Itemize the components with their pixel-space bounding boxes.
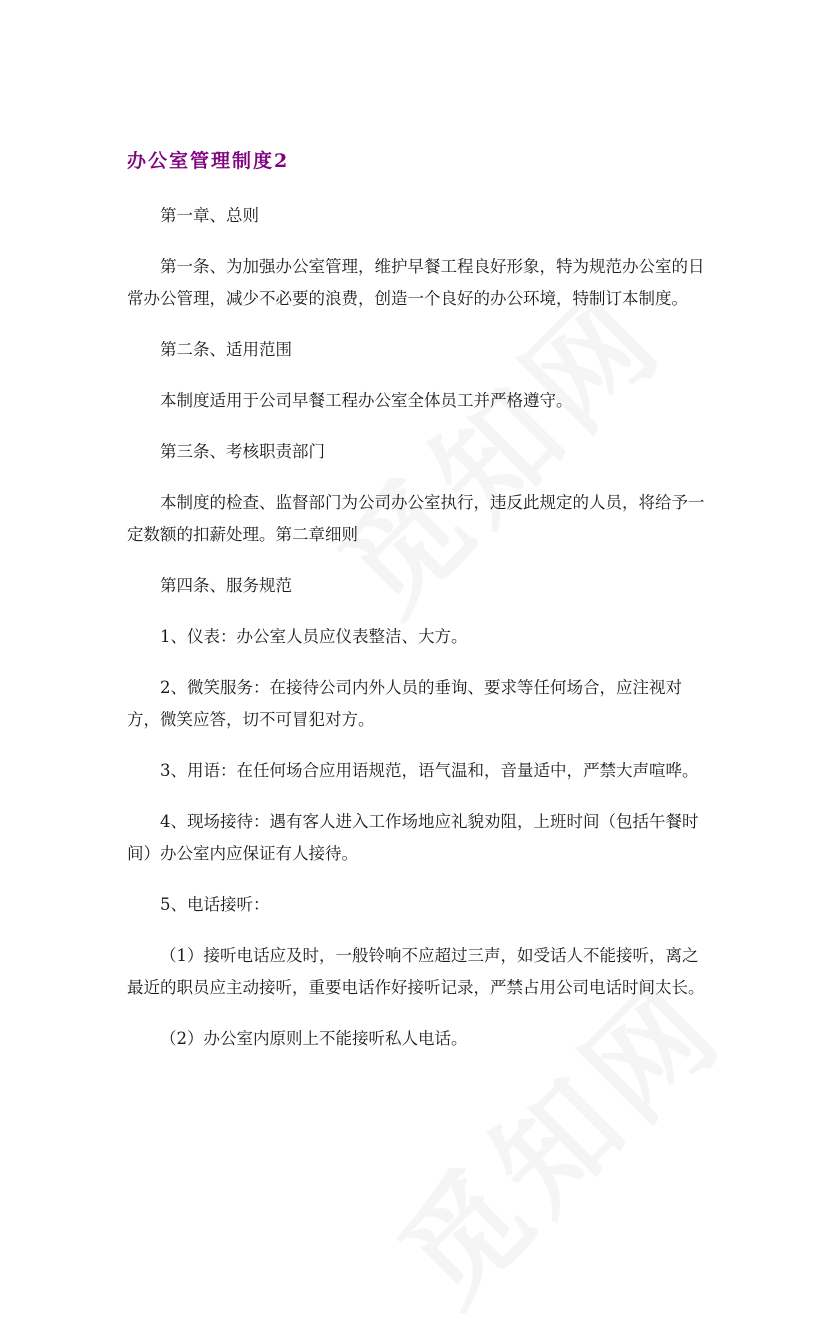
paragraph: 5、电话接听：	[160, 895, 270, 914]
document-title: 办公室管理制度2	[127, 150, 290, 172]
paragraph: 本制度的检查、监督部门为公司办公室执行，违反此规定的人员，将给予一定数额的扣薪处理。第二章细则	[127, 493, 705, 544]
paragraph: 第一章、总则	[160, 206, 259, 225]
paragraph: 本制度适用于公司早餐工程办公室全体员工并严格遵守。	[160, 391, 573, 410]
paragraph: 第四条、服务规范	[160, 576, 292, 595]
paragraph: 2、微笑服务：在接待公司内外人员的垂询、要求等任何场合，应注视对方，微笑应答，切不可冒犯对方。	[127, 678, 682, 729]
document-body	[127, 200, 707, 1074]
paragraph: （1）接听电话应及时，一般铃响不应超过三声，如受话人不能接听，离之最近的职员应主动接听，重要电话作好接听记录，严禁占用公司电话时间太长。	[127, 946, 705, 997]
paragraph: 1、仪表：办公室人员应仪表整洁、大方。	[160, 627, 468, 646]
paragraph: 第一条、为加强办公室管理，维护早餐工程良好形象，特为规范办公室的日常办公管理，减少不必要的浪费，创造一个良好的办公环境，特制订本制度。	[127, 257, 705, 308]
paragraph: 第二条、适用范围	[160, 340, 292, 359]
paragraph: （2）办公室内原则上不能接听私人电话。	[160, 1029, 468, 1048]
paragraph: 第三条、考核职责部门	[160, 442, 325, 461]
paragraph: 3、用语：在任何场合应用语规范，语气温和，音量适中，严禁大声喧哗。	[160, 761, 699, 780]
paragraph: 4、现场接待：遇有客人进入工作场地应礼貌劝阻，上班时间（包括午餐时间）办公室内应保证有人接待。	[127, 812, 699, 863]
